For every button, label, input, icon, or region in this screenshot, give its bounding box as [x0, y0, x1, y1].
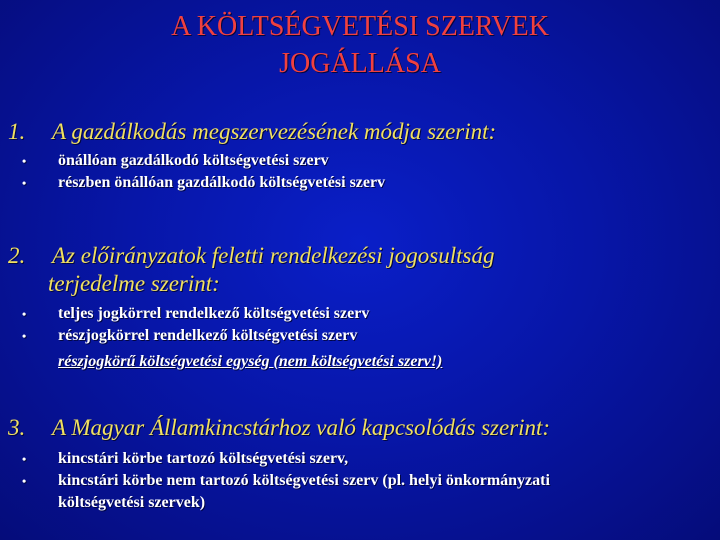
list-item-text: önállóan gazdálkodó költségvetési szerv [58, 152, 329, 169]
bullet-icon: • [22, 154, 27, 168]
section-1-heading-text: A gazdálkodás megszervezésének módja szerint: [52, 119, 497, 144]
list-item [22, 303, 442, 325]
list-item-text: kincstári körbe tartozó költségvetési szerv, [58, 450, 349, 467]
bullet-icon: • [22, 474, 27, 488]
section-1-heading [8, 118, 496, 146]
section-3-heading [8, 414, 550, 442]
bullet-icon: • [22, 176, 27, 190]
list-item-text: teljes jogkörrel rendelkező költségvetési szerv [58, 305, 370, 322]
bullet-icon: • [22, 307, 27, 321]
bullet-icon: • [22, 329, 27, 343]
list-item-text: részben önállóan gazdálkodó költségvetési szerv [58, 174, 386, 191]
title-line-1: A KÖLTSÉGVETÉSI SZERVEK [171, 11, 549, 42]
section-2-heading [8, 242, 494, 298]
list-item-continuation-text: költségvetési szervek) [58, 494, 206, 511]
list-item-text: részjogkörrel rendelkező költségvetési szerv [58, 327, 358, 344]
section-2-note-text: részjogkörű költségvetési egység (nem költségvetési szerv!) [58, 353, 443, 370]
bullet-icon: • [22, 452, 27, 466]
title-line-2: JOGÁLLÁSA [279, 48, 441, 79]
list-item [22, 325, 442, 347]
list-item [22, 172, 385, 194]
list-item [22, 150, 385, 172]
section-2-note [22, 351, 442, 373]
section-2-heading-line-2: terjedelme szerint: [48, 271, 220, 296]
section-3-list [22, 448, 550, 514]
list-item-text: kincstári körbe nem tartozó költségvetési szerv (pl. helyi önkormányzati [58, 472, 550, 489]
section-1-number: 1. [8, 119, 26, 144]
section-1-list [22, 150, 385, 194]
section-2-number: 2. [8, 243, 26, 268]
section-2-list [22, 303, 442, 373]
section-2-heading-line-1: Az előirányzatok feletti rendelkezési jogosultság [52, 243, 495, 268]
list-item [22, 470, 550, 492]
slide-title [0, 8, 720, 82]
list-item-continuation [22, 492, 550, 514]
section-3-number: 3. [8, 415, 26, 440]
list-item [22, 448, 550, 470]
section-3-heading-text: A Magyar Államkincstárhoz való kapcsolódás szerint: [52, 415, 551, 440]
